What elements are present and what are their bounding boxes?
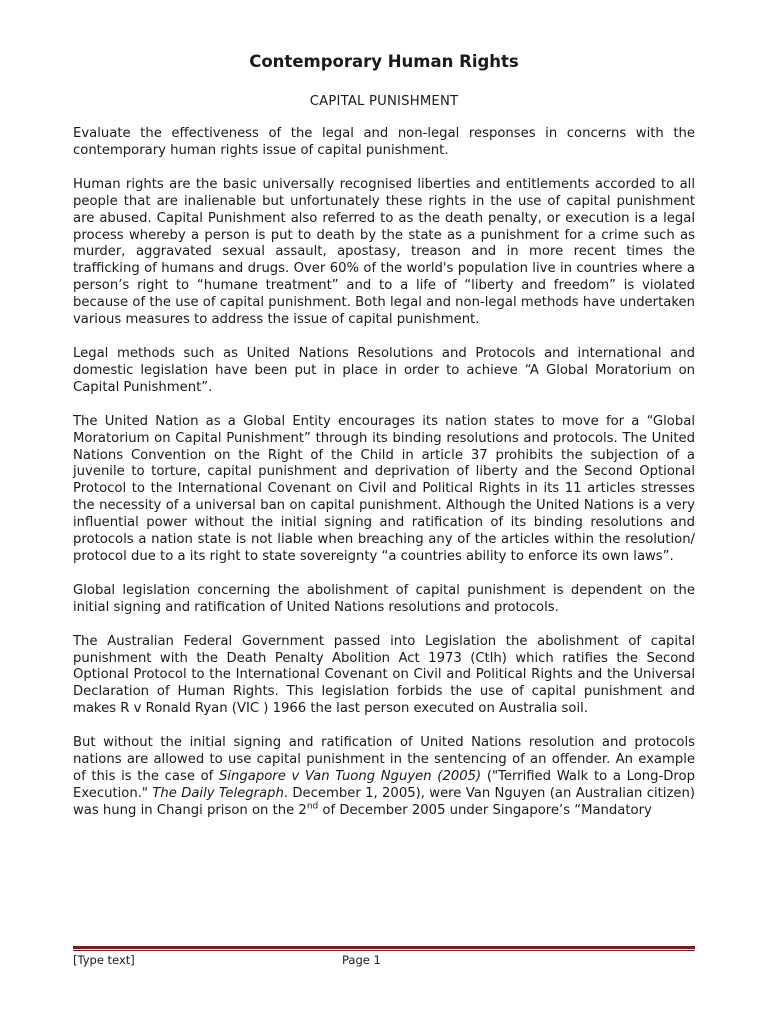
footer-placeholder-text: [Type text] (73, 953, 135, 967)
paragraph-legal-methods: Legal methods such as United Nations Resolutions and Protocols and international and domestic legislation have been put in place in order to achieve “A Global Moratorium on Capital Punishment”. (73, 345, 695, 395)
ordinal-suffix: nd (306, 801, 319, 812)
paragraph-singapore-case (73, 735, 695, 820)
case-citation: Singapore v Van Tuong Nguyen (2005) (218, 769, 482, 784)
page-number: Page 1 (342, 953, 381, 967)
paragraph-global-legislation: Global legislation concerning the abolishment of capital punishment is dependent on the initial signing and ratification of United Nations resolutions and protocols. (73, 582, 695, 615)
paragraph-human-rights: Human rights are the basic universally recognised liberties and entitlements accorded to all people that are inalienable but unfortunately these rights in the use of capital punishment are abused. Capital Punishment also referred to as the death penalty, or execution is a legal process whereby a person is put to death by the state as a punishment for a crime such as murder, aggravated sexual assault, apostasy, treason and in more recent times the trafficking of humans and drugs. Over 60% of the world's population live in countries where a person’s right to “humane treatment” and to a life of “liberty and freedom” is violated because of the use of capital punishment. Both legal and non-legal methods have undertaken various measures to address the issue of capital punishment. (73, 176, 695, 328)
document-subtitle: CAPITAL PUNISHMENT (309, 94, 459, 109)
source-citation: The Daily Telegraph (152, 785, 284, 801)
case-text-b: ("Terrified Walk to a Long-Drop Execution." (73, 769, 695, 801)
paragraph-united-nations: The United Nation as a Global Entity encourages its nation states to move for a “Global Moratorium on Capital Punishment” through its binding resolutions and protocols. The United Nations Convention on the Right of the Child in article 37 prohibits the subjection of a juvenile to torture, capital punishment and deprivation of liberty and the Second Optional Protocol to the International Covenant on Civil and Political Rights in its 11 articles stresses the necessity of a universal ban on capital punishment. Although the United Nations is a very influential power without the initial signing and ratification of its binding resolutions and protocols a nation state is not liable when breaching any of the articles within the resolution/ protocol due to a its right to state sovereignty “a countries ability to enforce its own laws”. (73, 413, 695, 564)
paragraph-australian-legislation: The Australian Federal Government passed into Legislation the abolishment of capital punishment with the Death Penalty Abolition Act 1973 (Ctlh) which ratifies the Second Optional Protocol to the International Covenant on Civil and Political Rights and the Universal Declaration of Human Rights. This legislation forbids the use of capital punishment and makes R v Ronald Ryan (VIC ) 1966 the last person executed on Australia soil. (73, 633, 695, 717)
case-text-a: But without the initial signing and ratification of United Nations resolution and protocols nations are allowed to use capital punishment in the sentencing of an offender. An example of this is the case of (73, 735, 695, 784)
case-text-c: . December 1, 2005), were Van Nguyen (an Australian citizen) was hung in Changi prison on the 2 (73, 785, 696, 818)
footer-rule-thin (73, 950, 695, 951)
case-text-d: of December 2005 under Singapore’s “Mandatory (318, 802, 652, 818)
footer-rule (73, 946, 695, 949)
paragraph-question: Evaluate the effectiveness of the legal and non-legal responses in concerns with the contemporary human rights issue of capital punishment. (73, 126, 695, 158)
document-title: Contemporary Human Rights (249, 52, 519, 71)
